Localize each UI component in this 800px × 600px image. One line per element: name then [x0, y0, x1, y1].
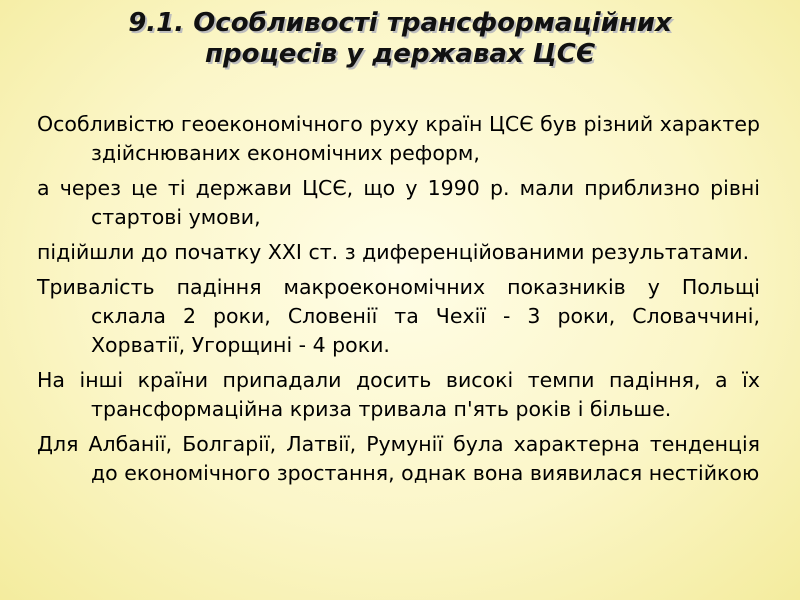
slide-title [40, 8, 760, 70]
paragraph-decline-duration: Тривалість падіння макроекономічних показників у Польщі склала 2 роки, Словенії та Чехії - 3 роки, Словаччині, Хорватії, Угорщині - 4 роки. [37, 275, 760, 357]
paragraph-differentiated-results: підійшли до початку ХХІ ст. з диференційованими результатами. [37, 240, 750, 264]
slide-title-line-2: процесів у державах ЦСЄ [205, 39, 595, 69]
slide-body [37, 110, 760, 488]
slide-title-line-1: 9.1. Особливості трансформаційних [128, 8, 672, 38]
paragraph-starting-conditions: а через це ті держави ЦСЄ, що у 1990 р. мали приблизно рівні стартові умови, [37, 176, 760, 229]
paragraph-reform-character: Особливістю геоекономічного руху країн ЦСЄ був різний характер здійснюваних економічних реформ, [37, 112, 760, 165]
paragraph-growth-tendency: Для Албанії, Болгарії, Латвії, Румунії була характерна тенденція до економічного зростання, однак вона виявилася нестійкою [37, 432, 760, 485]
paragraph-other-countries: На інші країни припадали досить високі темпи падіння, а їх трансформаційна криза тривала п'ять років і більше. [37, 368, 760, 421]
